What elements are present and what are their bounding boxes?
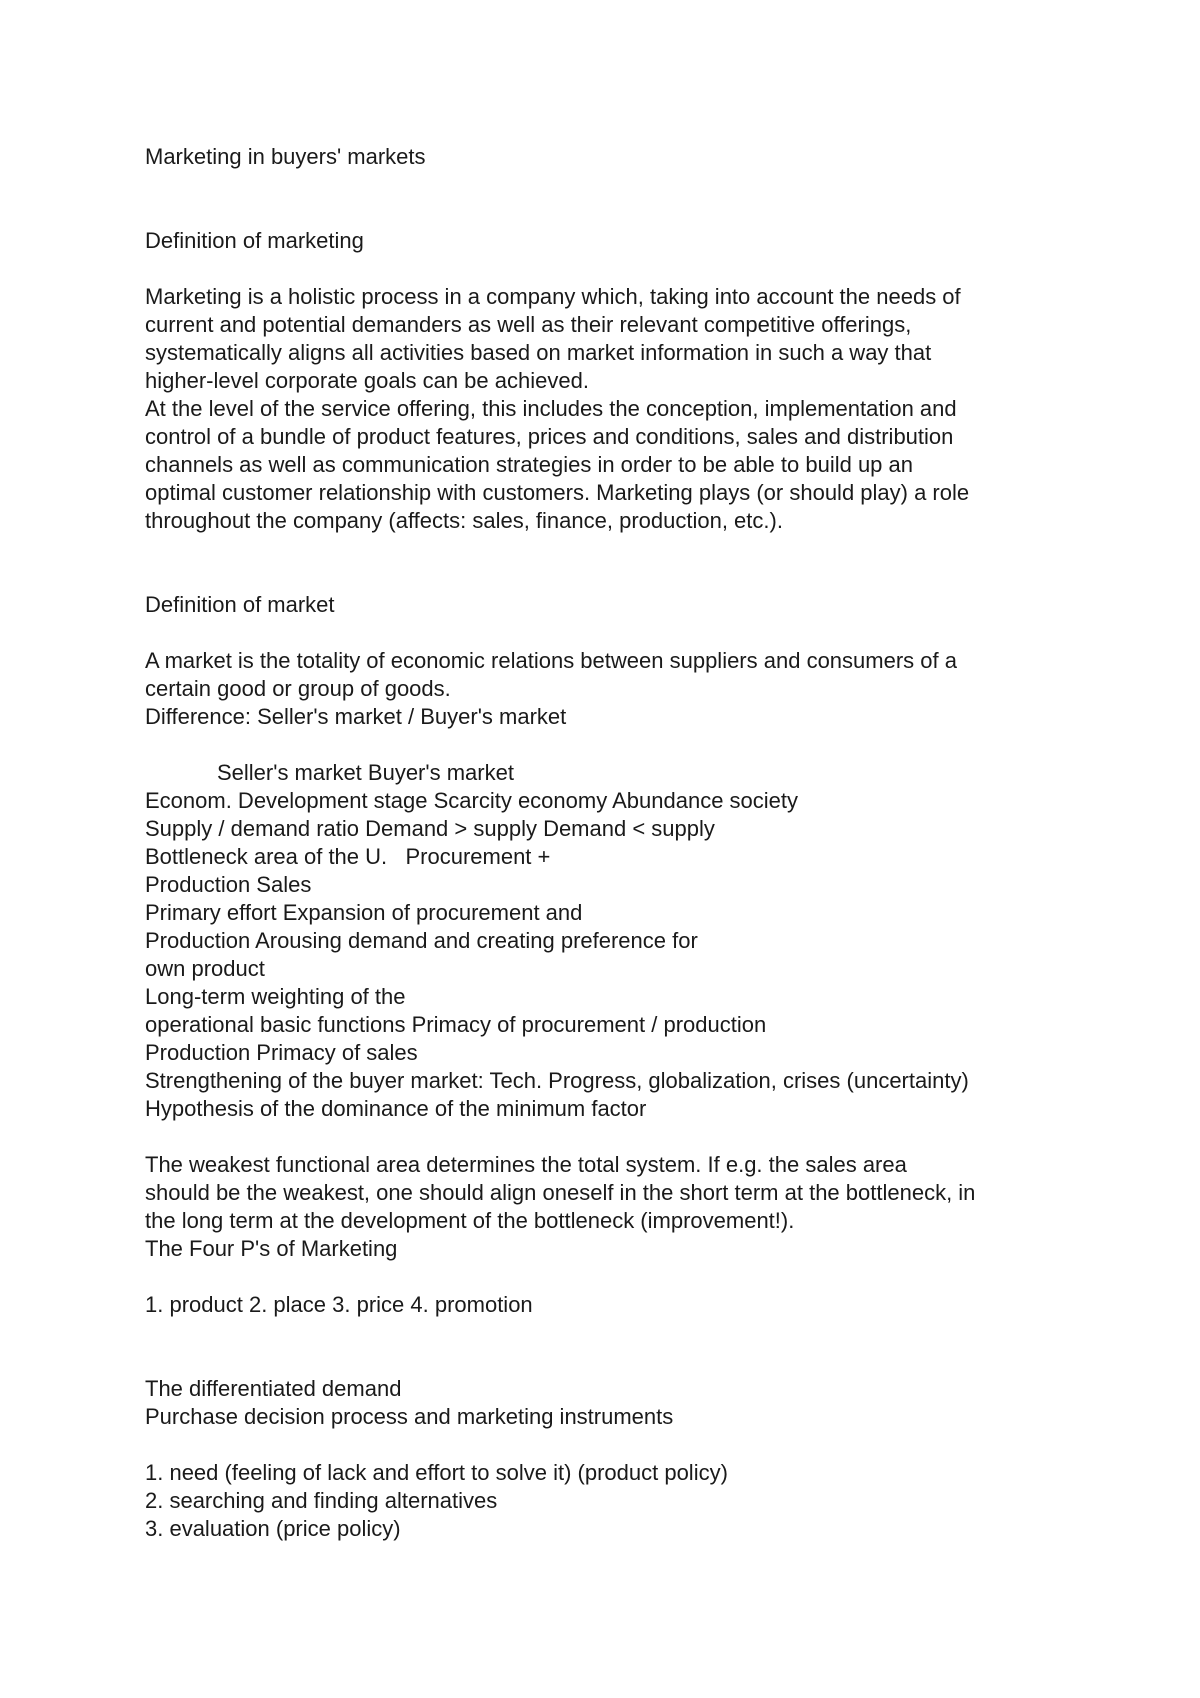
document-title: Marketing in buyers' markets xyxy=(145,144,426,169)
paragraph-line: the long term at the development of the bottleneck (improvement!). xyxy=(145,1208,795,1233)
paragraph-line: throughout the company (affects: sales, finance, production, etc.). xyxy=(145,508,783,533)
table-line: Primary effort Expansion of procurement and xyxy=(145,900,583,925)
table-line: Production Arousing demand and creating preference for xyxy=(145,928,698,953)
table-header: Seller's market Buyer's market xyxy=(217,760,514,785)
paragraph-line: optimal customer relationship with customers. Marketing plays (or should play) a role xyxy=(145,480,970,505)
table-line: Hypothesis of the dominance of the minimum factor xyxy=(145,1096,647,1121)
table-line: Supply / demand ratio Demand > supply Demand < supply xyxy=(145,816,715,841)
paragraph-line: The weakest functional area determines the total system. If e.g. the sales area xyxy=(145,1152,907,1177)
paragraph-line: higher-level corporate goals can be achieved. xyxy=(145,368,589,393)
paragraph-line: channels as well as communication strategies in order to be able to build up an xyxy=(145,452,914,477)
list-item: 3. evaluation (price policy) xyxy=(145,1516,401,1541)
spacer xyxy=(145,535,1075,591)
heading-four-ps: The Four P's of Marketing xyxy=(145,1236,398,1261)
heading-definition-of-marketing: Definition of marketing xyxy=(145,228,364,253)
heading-definition-of-market: Definition of market xyxy=(145,592,335,617)
heading-differentiated-demand: The differentiated demand xyxy=(145,1376,402,1401)
spacer xyxy=(145,731,1075,759)
paragraph-line: current and potential demanders as well as their relevant competitive offerings, xyxy=(145,312,912,337)
paragraph-line: At the level of the service offering, this includes the conception, implementation and xyxy=(145,396,957,421)
spacer xyxy=(145,1123,1075,1151)
table-line: Econom. Development stage Scarcity economy Abundance society xyxy=(145,788,799,813)
paragraph-line: certain good or group of goods. xyxy=(145,676,451,701)
spacer xyxy=(145,619,1075,647)
paragraph-line: control of a bundle of product features, prices and conditions, sales and distribution xyxy=(145,424,954,449)
paragraph-line: systematically aligns all activities based on market information in such a way that xyxy=(145,340,932,365)
table-line: Bottleneck area of the U. Procurement + xyxy=(145,844,551,869)
table-line: Strengthening of the buyer market: Tech. Progress, globalization, crises (uncertainty) xyxy=(145,1068,969,1093)
paragraph-line: should be the weakest, one should align oneself in the short term at the bottleneck, in xyxy=(145,1180,976,1205)
paragraph-line: Difference: Seller's market / Buyer's market xyxy=(145,704,567,729)
table-line: own product xyxy=(145,956,265,981)
subheading-purchase-decision: Purchase decision process and marketing instruments xyxy=(145,1404,674,1429)
table-line: Production Primacy of sales xyxy=(145,1040,418,1065)
list-item: 2. searching and finding alternatives xyxy=(145,1488,498,1513)
spacer xyxy=(145,1319,1075,1375)
table-line: operational basic functions Primacy of procurement / production xyxy=(145,1012,767,1037)
list-item: 1. need (feeling of lack and effort to solve it) (product policy) xyxy=(145,1460,728,1485)
table-line: Long-term weighting of the xyxy=(145,984,406,1009)
spacer xyxy=(145,171,1075,227)
table-line: Production Sales xyxy=(145,872,312,897)
spacer xyxy=(145,255,1075,283)
paragraph-line: Marketing is a holistic process in a company which, taking into account the needs of xyxy=(145,284,961,309)
spacer xyxy=(145,1263,1075,1291)
paragraph-line: A market is the totality of economic relations between suppliers and consumers of a xyxy=(145,648,957,673)
spacer xyxy=(145,1431,1075,1459)
document-body xyxy=(145,143,1075,1543)
four-ps-list: 1. product 2. place 3. price 4. promotion xyxy=(145,1292,533,1317)
